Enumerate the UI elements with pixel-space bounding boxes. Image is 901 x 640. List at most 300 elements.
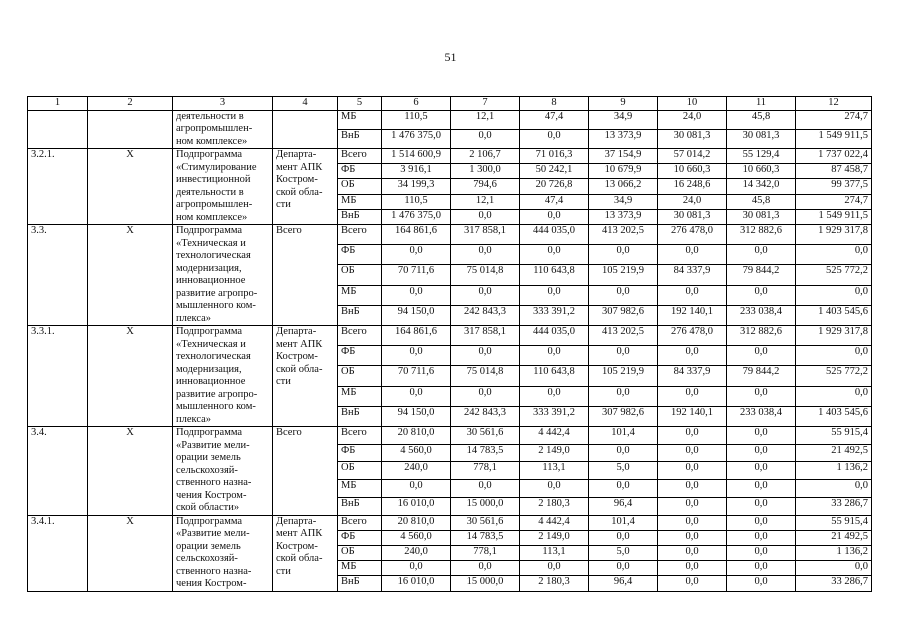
amount-cell: 57 014,2 (658, 149, 727, 164)
item-number-cell: 3.4. (28, 427, 88, 516)
table-row (28, 427, 872, 445)
amount-cell: 113,1 (520, 545, 589, 560)
amount-cell: 0,0 (727, 576, 796, 591)
amount-cell: 4 560,0 (382, 444, 451, 462)
amount-cell: 192 140,1 (658, 406, 727, 426)
amount-cell: 75 014,8 (451, 265, 520, 285)
amount-cell: 113,1 (520, 462, 589, 480)
funding-source-cell: ВнБ (338, 497, 382, 515)
amount-cell: 0,0 (658, 285, 727, 305)
amount-cell: 333 391,2 (520, 305, 589, 325)
amount-cell: 15 000,0 (451, 497, 520, 515)
amount-cell: 34,9 (589, 110, 658, 129)
funding-source-cell: Всего (338, 326, 382, 346)
header-cell: 9 (589, 97, 658, 111)
amount-cell: 12,1 (451, 110, 520, 129)
program-name-line: Подпрограмма (176, 326, 243, 337)
amount-cell: 1 403 545,6 (796, 305, 872, 325)
amount-cell: 1 476 375,0 (382, 129, 451, 148)
program-name-line: орации земель (176, 540, 241, 552)
amount-cell: 778,1 (451, 545, 520, 560)
funding-source-cell: МБ (338, 194, 382, 209)
amount-cell: 2 180,3 (520, 497, 589, 515)
amount-cell: 1 929 317,8 (796, 225, 872, 245)
amount-cell: 0,0 (451, 480, 520, 498)
item-number-cell: 3.2.1. (28, 149, 88, 225)
amount-cell: 444 035,0 (520, 326, 589, 346)
amount-cell: 307 982,6 (589, 406, 658, 426)
amount-cell: 33 286,7 (796, 576, 872, 591)
funding-source-cell: ВнБ (338, 209, 382, 224)
amount-cell: 34,9 (589, 194, 658, 209)
responsible-line: ской обла- (276, 186, 323, 198)
program-name-line: плекса» (176, 413, 212, 425)
program-name-line: деятельности в (176, 186, 244, 198)
amount-cell: 105 219,9 (589, 265, 658, 285)
header-cell: 8 (520, 97, 589, 111)
program-name-line: мышленного ком- (176, 401, 256, 412)
amount-cell: 21 492,5 (796, 530, 872, 545)
amount-cell: 0,0 (451, 561, 520, 576)
amount-cell: 13 066,2 (589, 179, 658, 194)
amount-cell: 444 035,0 (520, 225, 589, 245)
amount-cell: 164 861,6 (382, 326, 451, 346)
program-name-line: инновационное (176, 376, 246, 387)
funding-source-cell: ВнБ (338, 576, 382, 591)
amount-cell: 110 643,8 (520, 366, 589, 386)
responsible-cell (273, 326, 338, 427)
responsible-line: ской обла- (276, 553, 323, 564)
amount-cell: 30 081,3 (727, 209, 796, 224)
amount-cell: 525 772,2 (796, 265, 872, 285)
responsible-line: мент АПК (276, 161, 323, 173)
responsible-cell (273, 110, 338, 149)
amount-cell: 110,5 (382, 110, 451, 129)
program-name-line: модернизация, (176, 363, 242, 375)
amount-cell: 317 858,1 (451, 225, 520, 245)
amount-cell: 0,0 (658, 530, 727, 545)
program-name-line: развитие агропро- (176, 287, 258, 299)
program-name-line: «Стимулирование (176, 161, 257, 173)
header-cell: 2 (88, 97, 173, 111)
amount-cell: 15 000,0 (451, 576, 520, 591)
amount-cell: 0,0 (520, 386, 589, 406)
header-cell: 7 (451, 97, 520, 111)
program-name-line: сельскохозяй- (176, 464, 238, 476)
amount-cell: 1 514 600,9 (382, 149, 451, 164)
amount-cell: 20 810,0 (382, 427, 451, 445)
amount-cell: 0,0 (658, 462, 727, 480)
program-name-line: орации земель (176, 452, 241, 463)
amount-cell: 242 843,3 (451, 406, 520, 426)
amount-cell: 71 016,3 (520, 149, 589, 164)
amount-cell: 274,7 (796, 194, 872, 209)
amount-cell: 45,8 (727, 194, 796, 209)
amount-cell: 0,0 (589, 480, 658, 498)
amount-cell: 0,0 (451, 209, 520, 224)
amount-cell: 0,0 (589, 285, 658, 305)
program-name-cell (173, 515, 273, 591)
amount-cell: 30 081,3 (658, 129, 727, 148)
amount-cell: 317 858,1 (451, 326, 520, 346)
amount-cell: 55 129,4 (727, 149, 796, 164)
amount-cell: 34 199,3 (382, 179, 451, 194)
amount-cell: 96,4 (589, 497, 658, 515)
amount-cell: 5,0 (589, 545, 658, 560)
responsible-line: мент АПК (276, 528, 323, 539)
program-name-line: ственного назна- (176, 477, 252, 488)
responsible-cell (273, 225, 338, 326)
amount-cell: 79 844,2 (727, 265, 796, 285)
header-cell: 3 (173, 97, 273, 111)
amount-cell: 0,0 (520, 480, 589, 498)
amount-cell: 778,1 (451, 462, 520, 480)
header-cell: 6 (382, 97, 451, 111)
mark-cell (88, 110, 173, 149)
funding-source-cell: ОБ (338, 462, 382, 480)
amount-cell: 94 150,0 (382, 305, 451, 325)
item-number-cell (28, 110, 88, 149)
amount-cell: 240,0 (382, 545, 451, 560)
program-name-line: Подпрограмма (176, 149, 243, 160)
program-name-line: технологическая (176, 250, 251, 261)
amount-cell: 0,0 (727, 515, 796, 530)
program-name-line: ственного назна- (176, 565, 252, 577)
amount-cell: 0,0 (658, 245, 727, 265)
amount-cell: 413 202,5 (589, 225, 658, 245)
amount-cell: 96,4 (589, 576, 658, 591)
amount-cell: 14 783,5 (451, 444, 520, 462)
amount-cell: 794,6 (451, 179, 520, 194)
responsible-line: ской обла- (276, 363, 323, 375)
amount-cell: 0,0 (727, 444, 796, 462)
amount-cell: 0,0 (451, 386, 520, 406)
amount-cell: 99 377,5 (796, 179, 872, 194)
amount-cell: 274,7 (796, 110, 872, 129)
amount-cell: 75 014,8 (451, 366, 520, 386)
amount-cell: 21 492,5 (796, 444, 872, 462)
amount-cell: 4 560,0 (382, 530, 451, 545)
responsible-line: Костром- (276, 540, 318, 552)
program-name-line: ном комплексе» (176, 211, 248, 223)
program-name-line: развитие агропро- (176, 388, 258, 400)
amount-cell: 10 660,3 (658, 164, 727, 179)
amount-cell: 0,0 (520, 209, 589, 224)
program-name-line: «Развитие мели- (176, 439, 250, 451)
amount-cell: 0,0 (451, 285, 520, 305)
program-name-line: модернизация, (176, 262, 242, 274)
amount-cell: 12,1 (451, 194, 520, 209)
amount-cell: 0,0 (796, 386, 872, 406)
amount-cell: 312 882,6 (727, 326, 796, 346)
program-name-line: «Техническая и (176, 237, 246, 249)
mark-cell: X (88, 326, 173, 427)
amount-cell: 94 150,0 (382, 406, 451, 426)
amount-cell: 1 929 317,8 (796, 326, 872, 346)
amount-cell: 24,0 (658, 194, 727, 209)
amount-cell: 84 337,9 (658, 366, 727, 386)
amount-cell: 70 711,6 (382, 366, 451, 386)
amount-cell: 79 844,2 (727, 366, 796, 386)
amount-cell: 14 342,0 (727, 179, 796, 194)
program-name-line: агропромышлен- (176, 199, 253, 210)
amount-cell: 233 038,4 (727, 305, 796, 325)
funding-source-cell: ОБ (338, 179, 382, 194)
funding-source-cell: ФБ (338, 346, 382, 366)
program-name-line: Подпрограмма (176, 427, 243, 438)
table-row (28, 515, 872, 530)
amount-cell: 1 300,0 (451, 164, 520, 179)
amount-cell: 525 772,2 (796, 366, 872, 386)
responsible-cell (273, 149, 338, 225)
amount-cell: 33 286,7 (796, 497, 872, 515)
amount-cell: 0,0 (727, 462, 796, 480)
program-name-line: Подпрограмма (176, 515, 243, 527)
amount-cell: 30 081,3 (658, 209, 727, 224)
amount-cell: 0,0 (658, 480, 727, 498)
responsible-line: мент АПК (276, 338, 323, 350)
funding-source-cell: МБ (338, 480, 382, 498)
responsible-line: Костром- (276, 174, 318, 185)
funding-source-cell: МБ (338, 561, 382, 576)
program-name-line: инвестиционной (176, 174, 251, 185)
mark-cell: X (88, 427, 173, 516)
amount-cell: 110,5 (382, 194, 451, 209)
amount-cell: 30 561,6 (451, 515, 520, 530)
amount-cell: 333 391,2 (520, 406, 589, 426)
amount-cell: 0,0 (796, 480, 872, 498)
amount-cell: 1 136,2 (796, 462, 872, 480)
funding-source-cell: ФБ (338, 444, 382, 462)
mark-cell: X (88, 515, 173, 591)
responsible-line: Департа- (276, 515, 317, 527)
program-name-line: «Развитие мели- (176, 528, 250, 539)
amount-cell: 105 219,9 (589, 366, 658, 386)
header-cell: 12 (796, 97, 872, 111)
responsible-line: Всего (276, 427, 302, 438)
funding-source-cell: МБ (338, 386, 382, 406)
amount-cell: 0,0 (451, 129, 520, 148)
amount-cell: 413 202,5 (589, 326, 658, 346)
amount-cell: 0,0 (727, 427, 796, 445)
amount-cell: 0,0 (589, 530, 658, 545)
funding-source-cell: ОБ (338, 545, 382, 560)
responsible-line: сти (276, 199, 291, 210)
responsible-line: Костром- (276, 351, 318, 362)
responsible-line: Департа- (276, 149, 317, 160)
amount-cell: 30 561,6 (451, 427, 520, 445)
program-name-line: «Техническая и (176, 338, 246, 350)
amount-cell: 10 679,9 (589, 164, 658, 179)
amount-cell: 0,0 (520, 285, 589, 305)
header-cell: 1 (28, 97, 88, 111)
amount-cell: 0,0 (796, 245, 872, 265)
amount-cell: 110 643,8 (520, 265, 589, 285)
amount-cell: 0,0 (658, 427, 727, 445)
program-name-line: инновационное (176, 275, 246, 286)
amount-cell: 0,0 (451, 245, 520, 265)
amount-cell: 0,0 (520, 245, 589, 265)
funding-source-cell: Всего (338, 427, 382, 445)
amount-cell: 0,0 (658, 561, 727, 576)
funding-source-cell: Всего (338, 225, 382, 245)
amount-cell: 1 476 375,0 (382, 209, 451, 224)
amount-cell: 0,0 (658, 576, 727, 591)
amount-cell: 0,0 (796, 285, 872, 305)
amount-cell: 233 038,4 (727, 406, 796, 426)
amount-cell: 0,0 (727, 561, 796, 576)
amount-cell: 164 861,6 (382, 225, 451, 245)
amount-cell: 276 478,0 (658, 326, 727, 346)
amount-cell: 0,0 (520, 561, 589, 576)
amount-cell: 20 726,8 (520, 179, 589, 194)
amount-cell: 13 373,9 (589, 209, 658, 224)
amount-cell: 1 136,2 (796, 545, 872, 560)
amount-cell: 1 549 911,5 (796, 209, 872, 224)
amount-cell: 5,0 (589, 462, 658, 480)
table-row (28, 225, 872, 245)
amount-cell: 1 403 545,6 (796, 406, 872, 426)
amount-cell: 55 915,4 (796, 427, 872, 445)
amount-cell: 0,0 (727, 480, 796, 498)
amount-cell: 0,0 (382, 346, 451, 366)
amount-cell: 37 154,9 (589, 149, 658, 164)
funding-source-cell: ФБ (338, 164, 382, 179)
amount-cell: 0,0 (382, 480, 451, 498)
header-row (28, 97, 872, 111)
mark-cell: X (88, 149, 173, 225)
amount-cell: 16 248,6 (658, 179, 727, 194)
funding-source-cell: ВнБ (338, 129, 382, 148)
header-cell: 11 (727, 97, 796, 111)
amount-cell: 240,0 (382, 462, 451, 480)
responsible-line: Департа- (276, 326, 317, 337)
program-name-line: ской области» (176, 502, 240, 513)
amount-cell: 0,0 (520, 129, 589, 148)
item-number-cell: 3.3. (28, 225, 88, 326)
amount-cell: 84 337,9 (658, 265, 727, 285)
funding-source-cell: ОБ (338, 366, 382, 386)
header-cell: 10 (658, 97, 727, 111)
amount-cell: 192 140,1 (658, 305, 727, 325)
amount-cell: 0,0 (451, 346, 520, 366)
amount-cell: 307 982,6 (589, 305, 658, 325)
amount-cell: 0,0 (658, 386, 727, 406)
amount-cell: 0,0 (796, 346, 872, 366)
amount-cell: 0,0 (727, 545, 796, 560)
amount-cell: 312 882,6 (727, 225, 796, 245)
amount-cell: 0,0 (727, 285, 796, 305)
amount-cell: 0,0 (589, 561, 658, 576)
amount-cell: 0,0 (727, 386, 796, 406)
amount-cell: 276 478,0 (658, 225, 727, 245)
program-name-cell (173, 326, 273, 427)
amount-cell: 1 737 022,4 (796, 149, 872, 164)
program-name-cell (173, 110, 273, 149)
amount-cell: 24,0 (658, 110, 727, 129)
amount-cell: 13 373,9 (589, 129, 658, 148)
program-name-line: деятельности в (176, 110, 244, 122)
amount-cell: 87 458,7 (796, 164, 872, 179)
table-row (28, 110, 872, 129)
amount-cell: 0,0 (658, 497, 727, 515)
item-number-cell: 3.3.1. (28, 326, 88, 427)
amount-cell: 0,0 (520, 346, 589, 366)
responsible-line: сти (276, 376, 291, 387)
program-name-line: сельскохозяй- (176, 553, 238, 564)
program-name-cell (173, 225, 273, 326)
amount-cell: 3 916,1 (382, 164, 451, 179)
amount-cell: 1 549 911,5 (796, 129, 872, 148)
amount-cell: 0,0 (382, 561, 451, 576)
amount-cell: 16 010,0 (382, 497, 451, 515)
amount-cell: 0,0 (658, 515, 727, 530)
funding-source-cell: ВнБ (338, 406, 382, 426)
amount-cell: 0,0 (658, 545, 727, 560)
amount-cell: 2 149,0 (520, 444, 589, 462)
amount-cell: 2 180,3 (520, 576, 589, 591)
amount-cell: 0,0 (382, 386, 451, 406)
amount-cell: 50 242,1 (520, 164, 589, 179)
program-name-line: Подпрограмма (176, 225, 243, 236)
header-cell: 5 (338, 97, 382, 111)
program-name-line: мышленного ком- (176, 300, 256, 311)
amount-cell: 242 843,3 (451, 305, 520, 325)
amount-cell: 4 442,4 (520, 427, 589, 445)
amount-cell: 2 149,0 (520, 530, 589, 545)
responsible-cell (273, 427, 338, 516)
amount-cell: 30 081,3 (727, 129, 796, 148)
amount-cell: 0,0 (589, 346, 658, 366)
responsible-cell (273, 515, 338, 591)
table-row (28, 326, 872, 346)
amount-cell: 45,8 (727, 110, 796, 129)
page-number: 51 (444, 50, 457, 64)
amount-cell: 0,0 (727, 346, 796, 366)
budget-table-body (28, 97, 872, 592)
amount-cell: 16 010,0 (382, 576, 451, 591)
program-name-cell (173, 149, 273, 225)
funding-source-cell: Всего (338, 515, 382, 530)
amount-cell: 4 442,4 (520, 515, 589, 530)
amount-cell: 0,0 (589, 245, 658, 265)
amount-cell: 0,0 (589, 444, 658, 462)
amount-cell: 70 711,6 (382, 265, 451, 285)
program-name-cell (173, 427, 273, 516)
mark-cell: X (88, 225, 173, 326)
responsible-line: сти (276, 565, 291, 577)
amount-cell: 101,4 (589, 515, 658, 530)
amount-cell: 101,4 (589, 427, 658, 445)
item-number-cell: 3.4.1. (28, 515, 88, 591)
funding-source-cell: МБ (338, 110, 382, 129)
amount-cell: 20 810,0 (382, 515, 451, 530)
program-name-line: агропромышлен- (176, 123, 253, 134)
budget-table (27, 96, 872, 592)
funding-source-cell: МБ (338, 285, 382, 305)
header-cell: 4 (273, 97, 338, 111)
amount-cell: 0,0 (796, 561, 872, 576)
amount-cell: 0,0 (727, 245, 796, 265)
amount-cell: 0,0 (589, 386, 658, 406)
amount-cell: 0,0 (382, 245, 451, 265)
amount-cell: 2 106,7 (451, 149, 520, 164)
amount-cell: 47,4 (520, 194, 589, 209)
program-name-line: чения Костром- (176, 578, 247, 589)
funding-source-cell: ОБ (338, 265, 382, 285)
amount-cell: 0,0 (382, 285, 451, 305)
program-name-line: ном комплексе» (176, 135, 248, 147)
